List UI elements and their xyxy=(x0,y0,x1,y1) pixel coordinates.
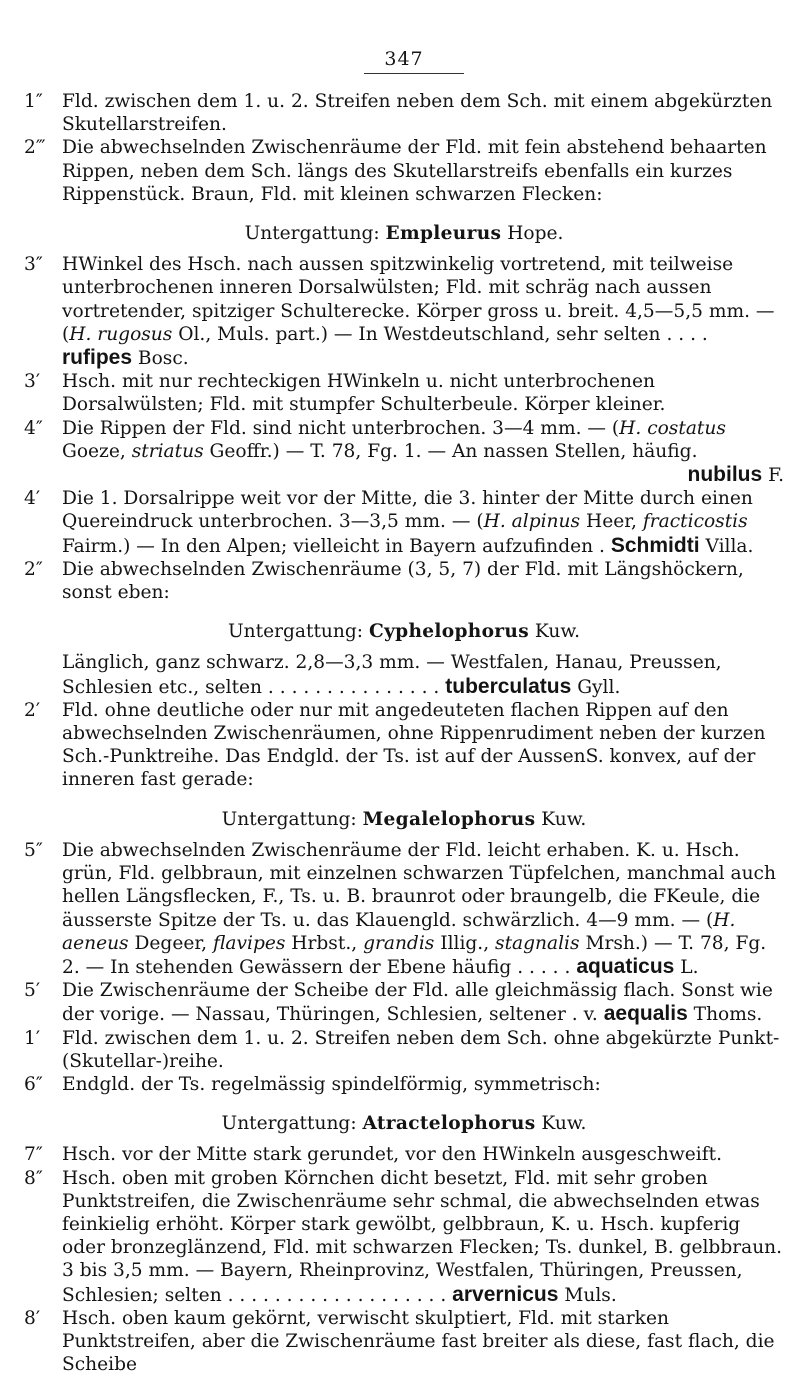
entry-text: Fld. zwischen dem 1. u. 2. Streifen neben dem Sch. ohne abgekürzte Punkt-(Skutellar-)reihe. xyxy=(62,1027,780,1072)
key-entry xyxy=(24,1307,784,1376)
synonym: H. costatus xyxy=(619,417,726,439)
species-name: arvernicus xyxy=(452,1282,559,1306)
species-name: nubilus xyxy=(687,463,763,487)
synonym: grandis xyxy=(363,932,435,954)
synonym: fracticostis xyxy=(642,511,748,533)
couplet-number: 3′ xyxy=(24,371,41,393)
couplet-number: 3″ xyxy=(24,254,43,276)
synonym: striatus xyxy=(131,440,204,462)
key-entry: 5″ Die abwechselnden Zwischenräume der Fld. leicht erhaben. K. u. Hsch. grün, Fld. gelbbraun, mit einzelnen schwarzen Tüpfelchen, manchmal auch hellen Längsflecken, F., Ts. u. B. braunrot oder braungelb, die FKeule, die äusserste Spitze der Ts. u. das Klauengld. schwärzlich. 4—9 mm. — (H. aeneus Degeer, flavipes Hrbst., grandis Illig., stagnalis Mrsh.) — T. 78, Fg. 2. — In stehenden Gewässern der Ebene häufig . . . . . aquaticus L. xyxy=(24,839,776,978)
species-paragraph: Länglich, ganz schwarz. 2,8—3,3 mm. — Westfalen, Hanau, Preussen, Schlesien etc., selten . . . . . . . . . . . . . . . tuberculatus Gyll. xyxy=(62,652,722,698)
page-body xyxy=(24,90,784,1376)
entry-text: Hsch. mit nur rechteckigen HWinkeln u. nicht unterbrochenen Dorsalwülsten; Fld. mit stumpfer Schulterbeule. Körper kleiner. xyxy=(62,371,666,416)
subgenus-name: Cyphelophorus xyxy=(368,621,529,643)
species-name: rufipes xyxy=(62,346,133,370)
key-entry: 8″ Hsch. oben mit groben Körnchen dicht besetzt, Fld. mit sehr groben Punktstreifen, die Zwischenräume sehr schmal, die abwechselnden etwas feinkielig erhöht. Körper stark gewölbt, gelbbraun, K. u. Hsch. kupferig oder bronzeglänzend, Fld. mit schwarzen Flecken; Ts. dunkel, B. gelbbraun. 3 bis 3,5 mm. — Bayern, Rheinprovinz, Westfalen, Thüringen, Preussen, Schlesien; selten . . . . . . . . . . . . . . . . . . . arvernicus Muls. xyxy=(24,1167,783,1306)
couplet-number: 8′ xyxy=(24,1307,41,1329)
couplet-number: 6″ xyxy=(24,1073,43,1095)
entry-text: Fld. ohne deutliche oder nur mit angedeuteten flachen Rippen auf den abwechselnden Zwischenräumen, ohne Rippenrudiment neben der kurzen Sch.-Punktreihe. Das Endgld. der Ts. ist auf der AussenS. konvex, auf der inneren fast gerade: xyxy=(62,699,766,791)
subgenus-heading: Untergattung: Cyphelophorus Kuw. xyxy=(227,621,580,643)
key-entry xyxy=(24,1027,784,1073)
key-entry: 4″ Die Rippen der Fld. sind nicht unterbrochen. 3—4 mm. — (H. costatus Goeze, striatus Geoffr.) — T. 78, Fg. 1. — An nassen Stellen, häufig. nubilus F. xyxy=(24,417,784,487)
key-entry: 4′ Die 1. Dorsalrippe weit vor der Mitte, die 3. hinter der Mitte durch einen Quereindruck unterbrochen. 3—3,5 mm. — (H. alpinus Heer, fracticostis Fairm.) — In den Alpen; vielleicht in Bayern aufzufinden . Schmidti Villa. xyxy=(24,488,754,557)
page-number: 347 xyxy=(384,48,424,70)
key-entry xyxy=(24,1143,784,1166)
couplet-number: 2‴ xyxy=(24,137,46,159)
entry-text: Die abwechselnden Zwischenräume (3, 5, 7) der Fld. mit Längshöckern, sonst eben: xyxy=(62,558,744,604)
couplet-number: 1″ xyxy=(24,91,43,112)
subgenus-name: Atractelophorus xyxy=(362,1113,536,1135)
key-entry: 5′ Die Zwischenräume der Scheibe der Fld. alle gleichmässig flach. Sonst wie der vorige. — Nassau, Thüringen, Schlesien, seltener . v. aequalis Thoms. xyxy=(24,980,773,1026)
subgenus-heading: Untergattung: Atractelophorus Kuw. xyxy=(221,1113,587,1135)
synonym: H. alpinus xyxy=(483,511,581,533)
couplet-number: 1′ xyxy=(24,1027,41,1049)
couplet-number: 2″ xyxy=(24,558,43,580)
synonym: H. aeneus xyxy=(62,909,736,954)
key-entry xyxy=(24,136,784,206)
entry-text: Endgld. der Ts. regelmässig spindelförmig, symmetrisch: xyxy=(62,1073,601,1095)
couplet-number: 5″ xyxy=(24,839,43,861)
couplet-number: 2′ xyxy=(24,699,41,721)
synonym: flavipes xyxy=(213,932,286,954)
species-name: aquaticus xyxy=(576,954,675,978)
page-number-rule xyxy=(364,73,464,74)
couplet-number: 8″ xyxy=(24,1167,43,1189)
couplet-number: 4′ xyxy=(24,488,41,510)
species-name: tuberculatus xyxy=(445,674,572,698)
entry-text: Fld. zwischen dem 1. u. 2. Streifen neben dem Sch. mit einem abgekürzten Skutellarstreifen. xyxy=(62,91,773,136)
key-entry xyxy=(24,90,784,136)
key-entry xyxy=(24,1073,784,1096)
species-name: Schmidti xyxy=(610,533,700,557)
synonym: H. rugosus xyxy=(69,323,173,345)
couplet-number: 4″ xyxy=(24,417,43,439)
couplet-number: 7″ xyxy=(24,1144,43,1166)
key-entry: 3″ HWinkel des Hsch. nach aussen spitzwinkelig vortretend, mit teilweise unterbrochenen inneren Dorsalwülsten; Fld. mit schräg nach aussen vortretender, spitziger Schulterecke. Körper gross u. breit. 4,5—5,5 mm. — (H. rugosus Ol., Muls. part.) — In Westdeutschland, sehr selten . . . . rufipes Bosc. xyxy=(24,254,775,370)
synonym: stagnalis xyxy=(495,932,580,954)
subgenus-heading: Untergattung: Empleurus Hope. xyxy=(244,223,564,245)
key-entry xyxy=(24,699,784,792)
subgenus-name: Megalelophorus xyxy=(362,808,536,830)
key-entry xyxy=(24,558,784,604)
key-entry xyxy=(24,370,784,416)
entry-text: Die abwechselnden Zwischenräume der Fld. mit fein abstehend behaarten Rippen, neben dem Sch. längs des Skutellarstreifs ebenfalls ein kurzes Rippenstück. Braun, Fld. mit kleinen schwarzen Flecken: xyxy=(62,137,767,205)
species-name: aequalis xyxy=(603,1002,688,1026)
subgenus-heading: Untergattung: Megalelophorus Kuw. xyxy=(221,808,587,830)
couplet-number: 5′ xyxy=(24,980,41,1002)
subgenus-name: Empleurus xyxy=(385,223,502,245)
entry-text: Hsch. oben kaum gekörnt, verwischt skulptiert, Fld. mit starken Punktstreifen, aber die Zwischenräume fast breiter als diese, fast flach, die Scheibe xyxy=(62,1307,775,1376)
entry-text: Hsch. vor der Mitte stark gerundet, vor den HWinkeln ausgeschweift. xyxy=(62,1144,723,1166)
